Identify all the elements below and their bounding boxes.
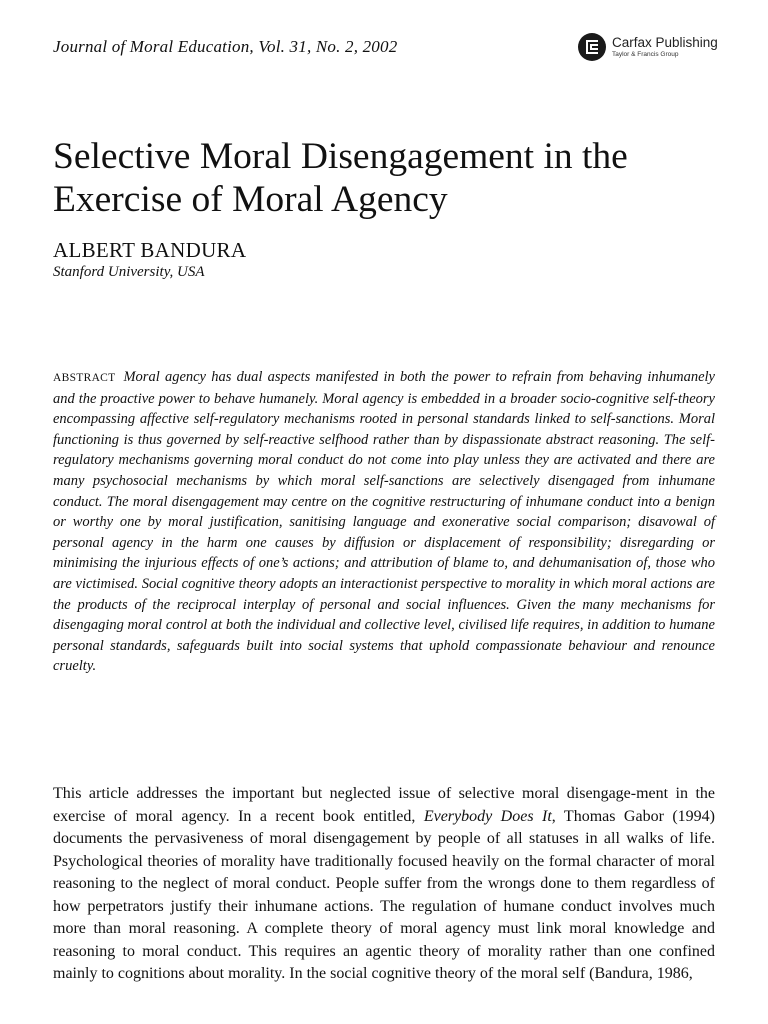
article-title: Selective Moral Disengagement in the Exercise of Moral Agency	[53, 136, 628, 220]
body-paragraph	[53, 783, 715, 986]
abstract	[53, 367, 715, 677]
publisher-subtitle: Taylor & Francis Group	[612, 50, 679, 58]
abstract-text: Moral agency has dual aspects manifested in both the power to refrain from behaving inhumanely and the proactive power to behave humanely. Moral agency is embedded in a broader socio-cognitive self-theory encompassing affective self-regulatory mechanisms rooted in personal standards linked to self-sanctions. Moral functioning is thus governed by self-reactive selfhood rather than by dispassionate abstract reasoning. The self-regulatory mechanisms governing moral conduct do not come into play unless they are activated and there are many psychosocial mechanisms by which moral self-sanctions are selectively disengaged from inhumane conduct. The moral disengagement may centre on the cognitive restructuring of inhumane conduct into a benign or worthy one by moral justification, sanitising language and exonerative social comparison; disavowal of personal agency in the harm one causes by diffusion or displacement of responsibility; disregarding or minimising the injurious effects of one’s actions; and attribution of blame to, and dehumanisation of, those who are victimised. Social cognitive theory adopts an interactionist perspective to morality in which moral actions are the products of the reciprocal interplay of personal and social influences. Given the many mechanisms for disengaging moral control at both the individual and collective level, civilised life requires, in addition to humane personal standards, safeguards built into social systems that uphold compassionate behaviour and renounce cruelty.	[53, 369, 715, 675]
publisher-name: Carfax Publishing	[612, 35, 718, 50]
author-name: ALBERT BANDURA	[53, 238, 247, 262]
author-affiliation: Stanford University, USA	[53, 264, 205, 280]
abstract-label: ABSTRACT	[53, 372, 116, 384]
journal-citation: Journal of Moral Education, Vol. 31, No. 2, 2002	[53, 37, 398, 56]
body-text-part-2: , Thomas Gabor (1994) documents the pervasiveness of moral disengagement by people of all statuses in all walks of life. Psychological theories of morality have traditionally focused heavily on the formal character of moral reasoning to the neglect of moral conduct. People suffer from the wrongs done to them regardless of how perpetrators justify their inhumane actions. The regulation of humane conduct involves much more than moral reasoning. A complete theory of moral agency must link moral knowledge and reasoning to moral conduct. This requires an agentic theory of morality rather than one confined mainly to cognitions about morality. In the social cognitive theory of the moral self (Bandura, 1986,	[53, 807, 715, 982]
body-text-part-1: This article addresses the important but neglected issue of selective moral disengage-ment in the exercise of moral agency. In a recent book entitled,	[53, 785, 715, 825]
carfax-logo-icon	[577, 32, 607, 62]
publisher-block	[577, 32, 718, 62]
book-title: Everybody Does It	[423, 807, 552, 825]
